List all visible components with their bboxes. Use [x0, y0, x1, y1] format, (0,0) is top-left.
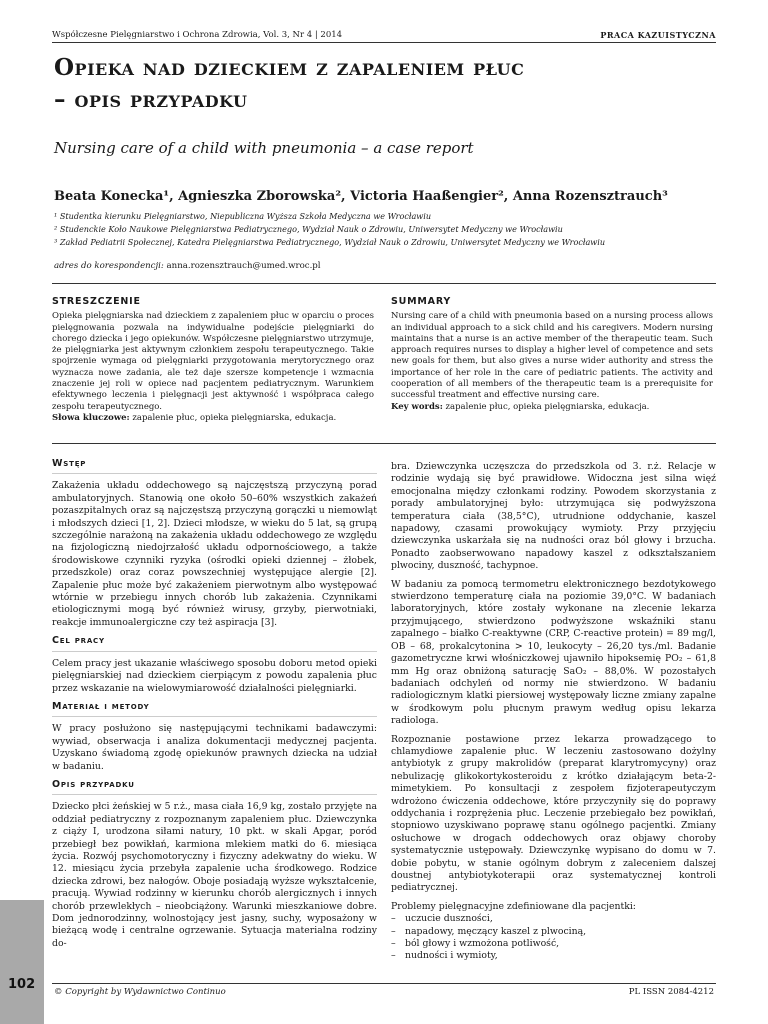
keywords-pl-values: zapalenie płuc, opieka pielęgniarska, edukacja. [132, 412, 337, 423]
methods-text: W pracy posłużono się następującymi technikami badawczymi: wywiad, obserwacja i analiza dokumentacji medycznej pacjenta. Uzyskano świadomą zgodę opiekunów prawnych dziecka na udział w badaniu. [52, 723, 377, 772]
list-item: – nudności i wymioty, [391, 950, 716, 962]
abstract-top-rule [52, 283, 716, 284]
english-title: Nursing care of a child with pneumonia – a case report [54, 139, 474, 157]
footer-rule [52, 983, 716, 984]
abstract-polish [52, 296, 374, 424]
list-item: – uczucie duszności, [391, 913, 716, 925]
keywords-en-values: zapalenie płuc, opieka pielęgniarska, edukacja. [445, 401, 650, 412]
copyright-notice: © Copyright by Wydawnictwo Continuo [54, 987, 226, 997]
aim-text: Celem pracy jest ukazanie właściwego sposobu doboru metod opieki pielęgniarskiej nad dzieckiem cierpiącym z powodu zapalenia płuc przez wskazanie na wielowymiarowość działalności pielęgniarki. [52, 657, 377, 694]
list-item: – napadowy, męczący kaszel z plwociną, [391, 926, 716, 938]
case-heading: Opis przypadku [52, 779, 377, 795]
keywords-en-label: Key words: [391, 401, 443, 412]
aim-heading: Cel pracy [52, 635, 377, 651]
problems-intro: Problemy pielęgnacyjne zdefiniowane dla pacjentki: [391, 900, 636, 912]
page-number: 102 [8, 977, 36, 992]
keywords-pl-label: Słowa kluczowe: [52, 412, 130, 423]
correspondence-email[interactable]: anna.rozensztrauch@umed.wroc.pl [166, 261, 321, 271]
intro-heading: Wstęp [52, 458, 377, 474]
article-type-label: PRACA KAZUISTYCZNA [600, 30, 716, 40]
journal-citation: Współczesne Pielęgniarstwo i Ochrona Zdrowia, Vol. 3, Nr 4 | 2014 [52, 30, 343, 40]
title-line-1: Opieka nad dzieckiem z zapaleniem płuc [54, 54, 525, 81]
body-left-column [52, 458, 377, 956]
abstract-en-text: Nursing care of a child with pneumonia based on a nursing process allows an individual approach to a sick child and his caregivers. Modern nursing maintains that a nurse is an active member of the therapeutic team. Such approach requires nurses to display a higher level of competence and sets new goals for them, but also gives a nurse wider authority and stress the importance of her role in the care of pediatric patients. The activity and cooperation of all members of the therapeutic team is a prerequisite for successful treatment and effective nursing care. [391, 311, 713, 401]
abstract-en-keywords [391, 402, 713, 413]
abstract-pl-keywords [52, 413, 374, 424]
lab-results-text: W badaniu za pomocą termometru elektronicznego bezdotykowego stwierdzono temperaturę ciała na poziomie 39,0°C. W badaniach laboratoryjnych, które zostały wykonane na zlecenie lekarza przyjmującego, stwierdzono podwyższone wskaźniki stanu zapalnego – białko C-reaktywne (CRP, C-reactive protein) = 89 mg/l, OB – 68, prokalcytonina > 10, leukocyty – 26,20 tys./ml. Badanie gazometryczne krwi włośniczkowej ujawniło hipoksemię PO₂ – 61,8 mm Hg oraz obniżoną saturację SaO₂ – 88,0%. W pozostałych badaniach odchyleń od normy nie stwierdzono. W badaniu radiologicznym klatki piersiowej występowały liczne zmiany zapalne w środkowym polu płucnym prawym według opisu lekarza radiologa. [391, 578, 716, 727]
affiliation-1: ¹ Studentka kierunku Pielęgniarstwo, Niepubliczna Wyższa Szkoła Medyczna we Wrocławiu [54, 211, 432, 221]
correspondence-label: adres do korespondencji: [54, 261, 164, 271]
title-line-2: – opis przypadku [54, 86, 248, 113]
diagnosis-text: Rozpoznanie postawione przez lekarza prowadzącego to chlamydiowe zapalenie płuc. W leczeniu zastosowano dożylny antybiotyk z grupy makrolidów (preparat klarytromycyny) oraz nebulizację glikokortykosteroidu z krótko działającym beta-2-mimetykiem. Po konsultacji z zespołem fizjoterapeutyczym wdrożono ćwiczenia oddechowe, które przyczyniły się do poprawy oddychania i rozprężenia płuc. Leczenie przebiegało bez powikłań, stopniowo uzyskiwano poprawę stanu ogólnego pacjentki. Zmiany osłuchowe w drogach oddechowych oraz objawy choroby systematycznie ustępowały. Dziewczynkę wypisano do domu w 7. dobie pobytu, w stanie ogólnym dobrym z zaleceniem dalszej doustnej antybiotykoterapii oraz systematycznej kontroli pediatrycznej. [391, 733, 716, 894]
methods-heading: Materiał i metody [52, 701, 377, 717]
nursing-problems-list [391, 913, 716, 963]
case-continued-text: bra. Dziewczynka uczęszcza do przedszkola od 3. r.ż. Relacje w rodzinie wydają się być prawidłowe. Widoczna jest silna więź emocjonalna między członkami rodziny. Powodem skorzystania z porady ambulatoryjnej było: utrzymująca się podwyższona temperatura ciała (38,5°C), utrudnione oddychanie, kaszel napadowy, czasami prowokujący wymioty. Przy przyjęciu dziewczynka uskarżała się na nudności oraz ból głowy i brzucha. Ponadto zaobserwowano napadowy kaszel z odkształszaniem plwociny, duszność, tachypnoe. [391, 461, 716, 572]
article-title [54, 52, 714, 116]
page-number-tab [0, 900, 44, 1024]
abstract-pl-text: Opieka pielęgniarska nad dzieckiem z zapaleniem płuc w oparciu o proces pielęgnowania pozwala na indywidualne podejście pielęgniarki do chorego dziecka i jego opiekunów. Współczesne pielęgniarstwo utrzymuje, że pielęgniarka jest aktywnym członkiem zespołu terapeutycznego. Takie spojrzenie wymaga od pielęgniarki przygotowania merytorycznego oraz wyznacza nowe zadania, ale też daje szersze kompetencje i wzmacnia znaczenie jej roli w opiece nad pacjentem pediatrycznym. Warunkiem efektywnego leczenia i pielęgnacji jest aktywność i współpraca całego zespołu terapeutycznego. [52, 311, 374, 412]
abstract-bottom-rule [52, 443, 716, 444]
list-item: – ból głowy i wzmożona potliwość, [391, 938, 716, 950]
abstract-english [391, 296, 713, 413]
body-right-column [391, 461, 716, 963]
author-list: Beata Konecka¹, Agnieszka Zborowska², Victoria Haaßengier², Anna Rozensztrauch³ [54, 189, 668, 204]
affiliation-3: ³ Zakład Pediatrii Społecznej, Katedra Pielęgniarstwa Pediatrycznego, Wydział Nauk o Zdrowiu, Uniwersytet Medyczny we Wrocławiu [54, 237, 606, 247]
correspondence [54, 261, 321, 271]
affiliations [54, 210, 714, 249]
issn: PL ISSN 2084-4212 [628, 987, 714, 997]
intro-text: Zakażenia układu oddechowego są najczęstszą przyczyną porad ambulatoryjnych. Stanowią one około 50–60% wszystkich zakażeń pozaszpitalnych oraz są najczęstszą przyczyną gorączki u niemowląt i młodszych dzieci [1, 2]. Dzieci młodsze, w wieku do 5 lat, są grupą szczególnie narażoną na zakażenia układu oddechowego ze względu na fizjologiczną niedojrzałość układu odpornościowego, a także środowiskowe czynniki ryzyka (ośrodki opieki dziennej – żłobek, przedszkole) oraz coraz powszechniej występujące alergie [2]. Zapalenie płuc może być zakażeniem pierwotnym albo występować wtórnie w przebiegu innych chorób lub zakażenia. Czynnikami etiologicznymi mogą być również wirusy, grzyby, pierwotniaki, reakcje immunoalergiczne czy też aspiracja [3]. [52, 480, 377, 628]
abstract-pl-heading: STRESZCZENIE [52, 296, 141, 307]
case-text: Dziecko płci żeńskiej w 5 r.ż., masa ciała 16,9 kg, zostało przyjęte na oddział pediatryczny z rozpoznanym zapaleniem płuc. Dziewczynka z ciąży I, urodzona siłami natury, 10 pkt. w skali Apgar, poród przebiegł bez powikłań, karmiona mlekiem matki do 6. miesiąca życia. Rozwój psychomotoryczny i fizyczny adekwatny do wieku. W 12. miesiącu życia przebyła zapalenie ucha środkowego. Rodzice dziecka zdrowi, bez nałogów. Oboje posiadają wyższe wykształcenie, pracują. Wywiad rodzinny w kierunku chorób alergicznych i innych chorób przewlekłych – nieobciążony. Warunki mieszkaniowe dobre. Dom jednorodzinny, wolnostojący jest jasny, suchy, wyposażony w bieżącą wodę i centralne ogrzewanie. Sytuacja materialna rodziny do- [52, 801, 377, 949]
header-rule [52, 42, 716, 43]
affiliation-2: ² Studenckie Koło Naukowe Pielęgniarstwa Pediatrycznego, Wydział Nauk o Zdrowiu, Uniwersytet Medyczny we Wrocławiu [54, 224, 563, 234]
abstract-en-heading: SUMMARY [391, 296, 452, 307]
running-header [52, 28, 716, 42]
